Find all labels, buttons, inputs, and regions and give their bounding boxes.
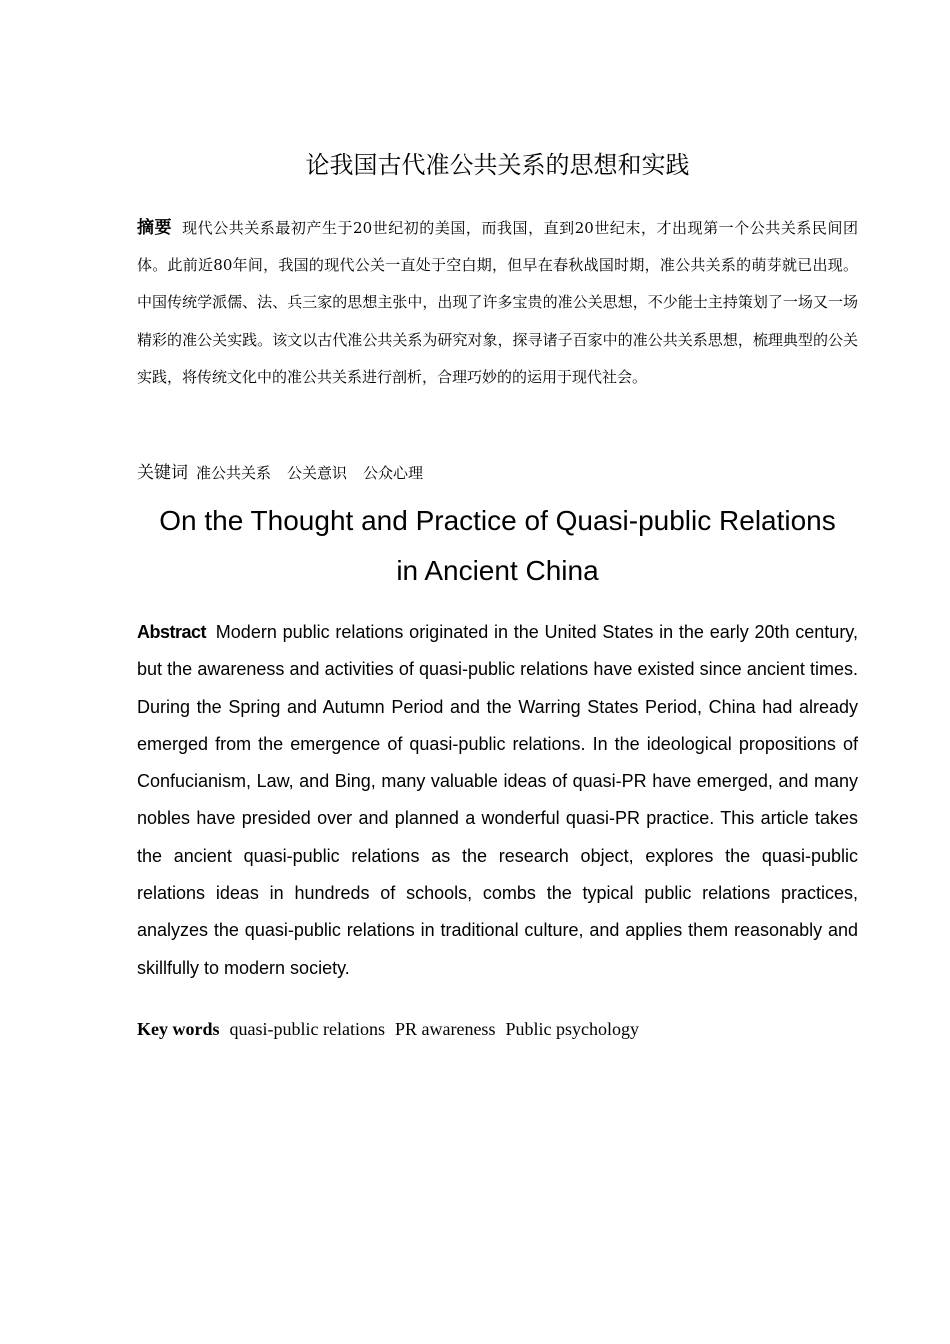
english-abstract xyxy=(137,614,858,987)
english-title-line1: On the Thought and Practice of Quasi-public Relations xyxy=(159,505,836,536)
chinese-keyword: 准公共关系 xyxy=(196,464,272,482)
english-keywords-label: Key words xyxy=(137,1019,220,1039)
chinese-keyword: 公关意识 xyxy=(287,464,348,482)
english-keyword: Public psychology xyxy=(505,1019,639,1039)
english-abstract-text: Modern public relations originated in the United States in the early 20th century, but the awareness and activities of quasi-public relations have existed since ancient times. During the Spring and Autumn Period and the Warring States Period, China had already emerged from the emergence of quasi-public relations. In the ideological propositions of Confucianism, Law, and Bing, many valuable ideas of quasi-PR have emerged, and many nobles have presided over and planned a wonderful quasi-PR practice. This article takes the ancient quasi-public relations as the research object, explores the quasi-public relations ideas in hundreds of schools, combs the typical public relations practices, analyzes the quasi-public relations in traditional culture, and applies them reasonably and skillfully to modern society. xyxy=(137,622,858,978)
english-keyword: PR awareness xyxy=(394,1019,496,1039)
chinese-title: 论我国古代准公共关系的思想和实践 xyxy=(305,151,690,179)
chinese-abstract-label: 摘要 xyxy=(137,218,173,238)
chinese-keywords-label: 关键词 xyxy=(137,463,188,483)
english-keyword: quasi-public relations xyxy=(229,1019,385,1039)
english-abstract-label: Abstract xyxy=(137,622,207,642)
english-title xyxy=(127,496,868,596)
english-keywords xyxy=(137,1014,858,1044)
chinese-abstract xyxy=(137,210,858,396)
chinese-keyword: 公众心理 xyxy=(363,464,424,482)
chinese-keywords xyxy=(137,456,858,490)
english-title-line2: in Ancient China xyxy=(396,555,599,586)
chinese-abstract-text: 现代公共关系最初产生于20世纪初的美国，而我国，直到20世纪末，才出现第一个公共关系民间团体。此前近80年间，我国的现代公关一直处于空白期，但早在春秋战国时期，准公共关系的萌芽就已出现。中国传统学派儒、法、兵三家的思想主张中，出现了许多宝贵的准公关思想，不少能士主持策划了一场又一场精彩的准公关实践。该文以古代准公共关系为研究对象，探寻诸子百家中的准公共关系思想，梳理典型的公关实践，将传统文化中的准公共关系进行剖析，合理巧妙的的运用于现代社会。 xyxy=(137,219,859,386)
